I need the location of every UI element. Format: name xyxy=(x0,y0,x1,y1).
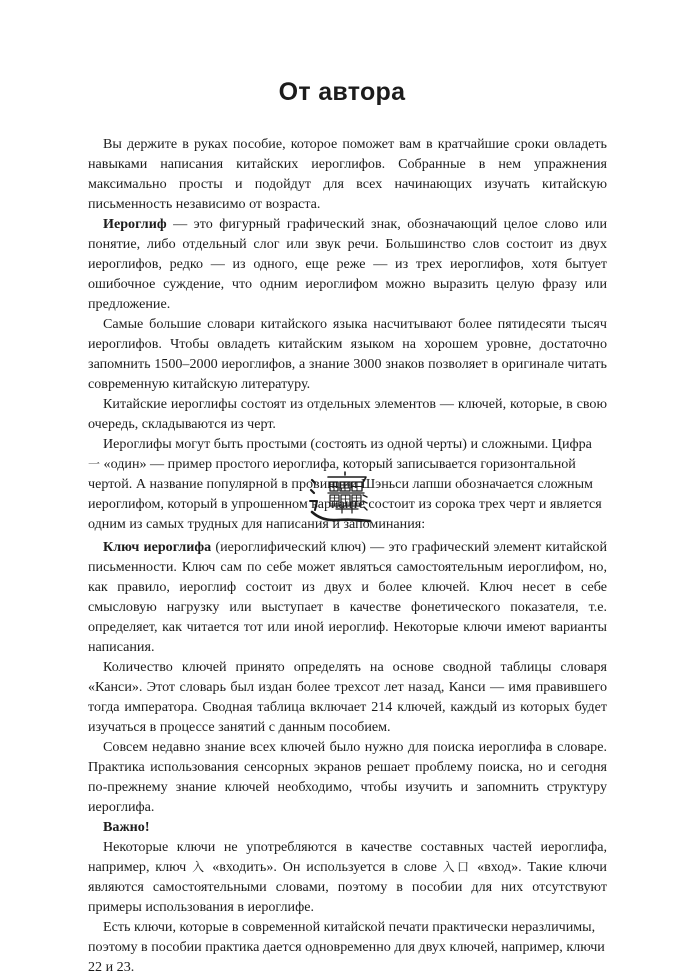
paragraph-intro: Вы держите в руках пособие, которое поможет вам в кратчайшие сроки овладеть навыками написания китайских иероглифов. Собранные в нем упражнения максимально просты и подойдут для всех начинающих изучать китайскую письменность независимо от возраста. xyxy=(88,136,607,212)
biangbiang-character-image xyxy=(306,468,376,524)
text-part: «вход». Такие ключи являются самостоятельными словами, поэтому в пособии для них отсутствуют примеры использования в иероглифе. xyxy=(88,859,607,915)
hanzi-one: 一 xyxy=(88,457,101,471)
text-part: Иероглифы могут быть простыми (состоять из одной черты) и сложными. Цифра xyxy=(103,436,592,452)
definition-text: (иероглифический ключ) — это графический элемент китайской письменности. Ключ сам по себе может являться самостоятельным иероглифом, но, как правило, иероглиф состоит из двух и более ключей. Ключ несет в себе смысловую нагрузку или выступает в качестве фонетического показателя, т.е. определяет, как читается тот или иной иероглиф. Некоторые ключи имеют варианты написания. xyxy=(88,539,607,655)
paragraph-elements: Китайские иероглифы состоят из отдельных элементов — ключей, которые, в свою очередь, складываются из черт. xyxy=(88,396,607,432)
page-title: От автора xyxy=(278,78,406,106)
paragraph-paired-keys: Есть ключи, которые в современной китайской печати практически неразличимы, поэтому в пособии практика дается одновременно для двух ключей, например, ключи 22 и 23. xyxy=(88,919,605,975)
paragraph-dictionaries: Самые большие словари китайского языка насчитывают более пятидесяти тысяч иероглифов. Чтобы овладеть китайским языком на хорошем уровне, достаточно запомнить 1500–2000 иероглифов, а знание 3000 знаков позволяет в оригинале читать современную китайскую литературу. xyxy=(88,316,607,392)
paragraph-hieroglyph-definition xyxy=(88,214,607,314)
important-label: Важно! xyxy=(103,819,150,835)
paragraph-independent-keys xyxy=(88,837,607,917)
text-part: Некоторые ключи не употребляются в качестве составных частей иероглифа, например, ключ xyxy=(88,839,607,875)
paragraph-search: Совсем недавно знание всех ключей было нужно для поиска иероглифа в словаре. Практика использования сенсорных экранов решает проблему поиска, но и сегодня по-прежнему знание ключей необходимо, чтобы изучить и запомнить структуру иероглифа. xyxy=(88,739,607,815)
text-part: «один» — пример простого иероглифа, который записывается горизонтальной чертой. А название популярной в провинции Шэньси лапши обозначается сложным иероглифом, который в упрошенном варианте состоит из сорока трех черт и является одним из самых трудных для написания и запоминания: xyxy=(88,456,602,532)
term-key: Ключ иероглифа xyxy=(103,539,212,555)
hanzi-entrance: 入口 xyxy=(442,860,472,874)
definition-text: — это фигурный графический знак, обозначающий целое слово или понятие, либо отдельный слог или звук речи. Большинство слов состоит из двух иероглифов, редко — из одного, еще реже — из трех иероглифов, хотя бытует ошибочное суждение, что одним иероглифом можно выразить целую фразу или предложение. xyxy=(88,216,607,312)
hanzi-enter: 入 xyxy=(192,860,207,874)
text-part: «входить». Он используется в слове xyxy=(206,859,443,875)
paragraph-kangxi: Количество ключей принято определять на основе сводной таблицы словаря «Канси». Этот словарь был издан более трехсот лет назад, Канси — имя правившего тогда императора. Сводная таблица включает 214 ключей, каждый из которых будет изучаться в процессе занятий с данным пособием. xyxy=(88,659,607,735)
term-hieroglyph: Иероглиф xyxy=(103,216,167,232)
text-block-bottom xyxy=(88,537,607,977)
paragraph-key-definition xyxy=(88,537,607,657)
